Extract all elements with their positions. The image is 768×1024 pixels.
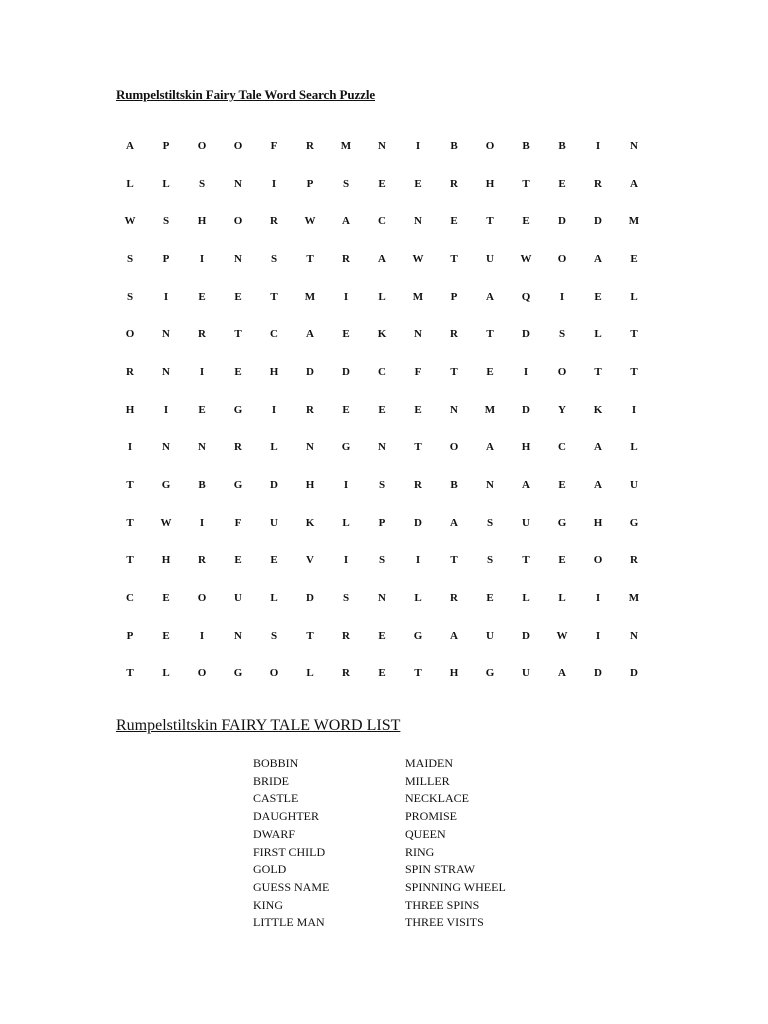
grid-letter: T	[486, 328, 494, 341]
grid-letter: T	[126, 667, 134, 680]
grid-letter: I	[595, 629, 601, 642]
grid-letter: S	[486, 516, 494, 529]
grid-letter: P	[306, 177, 314, 190]
grid-letter: A	[306, 328, 314, 341]
grid-letter: A	[594, 479, 602, 492]
word-list-column-2	[405, 755, 506, 932]
grid-letter: N	[378, 139, 386, 152]
grid-letter: G	[233, 479, 243, 492]
grid-letter: I	[559, 290, 565, 303]
grid-letter: N	[234, 252, 242, 265]
grid-letter: E	[630, 252, 638, 265]
grid-letter: C	[270, 328, 278, 341]
grid-letter: A	[558, 667, 566, 680]
grid-letter: B	[522, 139, 530, 152]
grid-letter: S	[126, 252, 134, 265]
grid-letter: R	[450, 177, 458, 190]
grid-letter: E	[378, 667, 386, 680]
grid-letter: N	[486, 479, 494, 492]
word-list-title: Rumpelstiltskin FAIRY TALE WORD LIST	[116, 717, 401, 734]
grid-letter: O	[197, 139, 207, 152]
grid-letter: R	[342, 629, 350, 642]
word-list-item: MAIDEN	[405, 756, 453, 770]
grid-letter: I	[631, 403, 637, 416]
grid-letter: I	[595, 592, 601, 605]
grid-letter: N	[234, 177, 242, 190]
grid-letter: O	[233, 215, 243, 228]
grid-letter: O	[557, 252, 567, 265]
grid-letter: C	[558, 441, 566, 454]
word-list-item: MILLER	[405, 773, 450, 788]
word-list-item: GOLD	[253, 862, 287, 877]
grid-letter: L	[126, 177, 134, 190]
grid-letter: N	[162, 365, 170, 378]
word-list-item: DAUGHTER	[253, 809, 319, 824]
grid-letter: M	[484, 403, 496, 416]
grid-letter: E	[342, 403, 350, 416]
grid-letter: F	[270, 139, 278, 152]
grid-letter: A	[486, 290, 494, 303]
grid-letter: D	[342, 365, 350, 378]
grid-letter: G	[413, 629, 423, 642]
grid-letter: A	[126, 139, 134, 152]
grid-letter: G	[557, 516, 567, 529]
grid-letter: L	[378, 290, 386, 303]
grid-letter: E	[378, 177, 386, 190]
grid-letter: T	[522, 554, 530, 567]
word-list-item: KING	[253, 897, 283, 912]
grid-letter: P	[378, 516, 386, 529]
grid-letter: W	[304, 215, 316, 228]
grid-letter: E	[558, 177, 566, 190]
grid-letter: S	[486, 554, 494, 567]
grid-letter: E	[198, 403, 206, 416]
grid-letter: A	[630, 177, 638, 190]
grid-letter: B	[450, 139, 458, 152]
grid-letter: P	[162, 139, 170, 152]
grid-letter: L	[342, 516, 350, 529]
grid-letter: E	[342, 328, 350, 341]
grid-letter: U	[630, 479, 638, 492]
grid-letter: N	[630, 139, 638, 152]
grid-letter: H	[485, 177, 495, 190]
grid-letter: I	[415, 139, 421, 152]
grid-letter: C	[378, 365, 386, 378]
grid-letter: W	[124, 215, 136, 228]
grid-letter: A	[522, 479, 530, 492]
grid-letter: C	[378, 215, 386, 228]
grid-letter: B	[198, 479, 206, 492]
grid-letter: T	[630, 328, 638, 341]
grid-letter: P	[162, 252, 170, 265]
grid-letter: I	[199, 629, 205, 642]
grid-letter: H	[521, 441, 531, 454]
grid-letter: O	[449, 441, 459, 454]
grid-letter: I	[343, 554, 349, 567]
grid-letter: E	[486, 592, 494, 605]
grid-letter: M	[628, 592, 640, 605]
grid-letter: E	[486, 365, 494, 378]
grid-letter: A	[450, 516, 458, 529]
word-list-item: DWARF	[253, 826, 296, 841]
grid-letter: L	[270, 592, 278, 605]
grid-letter: O	[593, 554, 603, 567]
grid-letter: O	[485, 139, 495, 152]
grid-letter: I	[343, 479, 349, 492]
grid-letter: N	[630, 629, 638, 642]
grid-letter: E	[378, 403, 386, 416]
grid-letter: R	[630, 554, 638, 567]
word-list-item: SPIN STRAW	[405, 862, 476, 877]
grid-letter: T	[306, 629, 314, 642]
grid-letter: W	[160, 516, 172, 529]
grid-letter: S	[378, 554, 386, 567]
grid-letter: W	[520, 252, 532, 265]
grid-letter: R	[234, 441, 242, 454]
grid-letter: L	[414, 592, 422, 605]
grid-letter: A	[450, 629, 458, 642]
grid-letter: V	[306, 554, 314, 567]
grid-letter: E	[270, 554, 278, 567]
grid-letter: M	[304, 290, 316, 303]
grid-letter: T	[414, 441, 422, 454]
grid-letter: R	[198, 554, 206, 567]
grid-letter: T	[270, 290, 278, 303]
grid-letter: O	[269, 667, 279, 680]
grid-letter: T	[234, 328, 242, 341]
grid-letter: A	[342, 215, 350, 228]
grid-letter: T	[594, 365, 602, 378]
grid-letter: R	[126, 365, 134, 378]
grid-letter: E	[558, 554, 566, 567]
grid-letter: G	[233, 403, 243, 416]
grid-letter: N	[234, 629, 242, 642]
grid-letter: G	[341, 441, 351, 454]
word-list-item: PROMISE	[405, 809, 458, 824]
word-list-item: CASTLE	[253, 791, 299, 806]
grid-letter: L	[630, 441, 638, 454]
grid-letter: H	[269, 365, 279, 378]
grid-letter: H	[197, 215, 207, 228]
grid-letter: M	[412, 290, 424, 303]
grid-letter: U	[522, 516, 530, 529]
grid-letter: G	[233, 667, 243, 680]
grid-letter: S	[270, 252, 278, 265]
grid-letter: L	[630, 290, 638, 303]
grid-letter: A	[594, 441, 602, 454]
grid-letter: W	[412, 252, 424, 265]
grid-letter: E	[162, 592, 170, 605]
grid-letter: I	[127, 441, 133, 454]
grid-letter: N	[414, 328, 422, 341]
grid-letter: T	[306, 252, 314, 265]
word-list-item: GUESS NAME	[253, 879, 330, 894]
grid-letter: N	[450, 403, 458, 416]
grid-letter: R	[306, 139, 314, 152]
grid-letter: S	[378, 479, 386, 492]
grid-letter: I	[523, 365, 529, 378]
grid-letter: E	[234, 365, 242, 378]
grid-letter: E	[558, 479, 566, 492]
grid-letter: H	[305, 479, 315, 492]
grid-letter: I	[199, 516, 205, 529]
grid-letter: I	[199, 252, 205, 265]
grid-letter: T	[486, 215, 494, 228]
grid-letter: I	[343, 290, 349, 303]
grid-letter: E	[522, 215, 530, 228]
grid-letter: B	[450, 479, 458, 492]
grid-letter: E	[450, 215, 458, 228]
grid-letter: L	[594, 328, 602, 341]
grid-letter: E	[378, 629, 386, 642]
word-list-item: LITTLE MAN	[253, 915, 325, 930]
word-list-item: BOBBIN	[253, 756, 299, 770]
grid-letter: I	[595, 139, 601, 152]
grid-letter: S	[198, 177, 206, 190]
grid-letter: N	[162, 441, 170, 454]
puzzle-title: Rumpelstiltskin Fairy Tale Word Search Puzzle	[116, 87, 376, 102]
grid-letter: D	[558, 215, 566, 228]
grid-letter: E	[162, 629, 170, 642]
grid-letter: S	[126, 290, 134, 303]
grid-letter: T	[126, 479, 134, 492]
grid-letter: D	[594, 215, 602, 228]
grid-letter: R	[270, 215, 278, 228]
grid-letter: R	[342, 252, 350, 265]
grid-letter: S	[342, 592, 350, 605]
letter-grid	[112, 127, 652, 692]
grid-letter: G	[161, 479, 171, 492]
grid-letter: T	[522, 177, 530, 190]
grid-letter: D	[306, 592, 314, 605]
grid-letter: I	[271, 177, 277, 190]
grid-letter: I	[163, 290, 169, 303]
grid-letter: R	[306, 403, 314, 416]
grid-letter: A	[486, 441, 494, 454]
grid-letter: O	[125, 328, 135, 341]
grid-letter: T	[450, 252, 458, 265]
grid-letter: R	[594, 177, 602, 190]
grid-letter: E	[234, 290, 242, 303]
grid-letter: S	[342, 177, 350, 190]
grid-letter: D	[306, 365, 314, 378]
grid-letter: E	[594, 290, 602, 303]
grid-letter: I	[199, 365, 205, 378]
grid-letter: D	[630, 667, 638, 680]
grid-letter: H	[449, 667, 459, 680]
grid-letter: Q	[521, 290, 531, 303]
grid-letter: D	[594, 667, 602, 680]
word-list-item: QUEEN	[405, 826, 446, 841]
grid-letter: R	[198, 328, 206, 341]
grid-letter: U	[486, 629, 494, 642]
grid-letter: N	[306, 441, 314, 454]
grid-letter: I	[415, 554, 421, 567]
grid-letter: R	[450, 328, 458, 341]
grid-letter: K	[305, 516, 315, 529]
word-list-item: BRIDE	[253, 773, 289, 788]
grid-letter: N	[378, 592, 386, 605]
grid-letter: L	[270, 441, 278, 454]
grid-letter: R	[342, 667, 350, 680]
grid-letter: D	[414, 516, 422, 529]
grid-letter: F	[414, 365, 422, 378]
grid-letter: S	[162, 215, 170, 228]
grid-letter: T	[414, 667, 422, 680]
grid-letter: U	[522, 667, 530, 680]
grid-letter: U	[486, 252, 494, 265]
grid-letter: N	[414, 215, 422, 228]
grid-letter: T	[630, 365, 638, 378]
word-list-item: RING	[405, 844, 435, 859]
word-list-item: FIRST CHILD	[253, 844, 326, 859]
word-list-column-1	[253, 755, 329, 932]
grid-letter: A	[378, 252, 386, 265]
grid-letter: S	[270, 629, 278, 642]
grid-letter: U	[234, 592, 242, 605]
grid-letter: E	[414, 177, 422, 190]
grid-letter: L	[162, 667, 170, 680]
grid-letter: O	[233, 139, 243, 152]
grid-letter: T	[450, 554, 458, 567]
grid-letter: B	[558, 139, 566, 152]
grid-letter: H	[125, 403, 135, 416]
grid-letter: S	[558, 328, 566, 341]
grid-letter: O	[197, 592, 207, 605]
grid-letter: M	[340, 139, 352, 152]
grid-letter: L	[522, 592, 530, 605]
grid-letter: G	[485, 667, 495, 680]
grid-letter: N	[162, 328, 170, 341]
grid-letter: C	[126, 592, 134, 605]
grid-letter: R	[414, 479, 422, 492]
grid-letter: N	[198, 441, 206, 454]
grid-letter: K	[377, 328, 387, 341]
grid-letter: P	[450, 290, 458, 303]
grid-letter: O	[557, 365, 567, 378]
grid-letter: I	[271, 403, 277, 416]
grid-letter: T	[450, 365, 458, 378]
grid-letter: H	[593, 516, 603, 529]
grid-letter: L	[558, 592, 566, 605]
word-list-item: THREE VISITS	[405, 915, 484, 930]
grid-letter: A	[594, 252, 602, 265]
grid-letter: E	[198, 290, 206, 303]
grid-letter: N	[378, 441, 386, 454]
grid-letter: R	[450, 592, 458, 605]
grid-letter: G	[629, 516, 639, 529]
grid-letter: D	[522, 629, 530, 642]
word-list-item: SPINNING WHEEL	[405, 879, 506, 894]
grid-letter: H	[161, 554, 171, 567]
grid-letter: L	[306, 667, 314, 680]
grid-letter: L	[162, 177, 170, 190]
grid-letter: U	[270, 516, 278, 529]
grid-letter: T	[126, 554, 134, 567]
grid-letter: I	[163, 403, 169, 416]
grid-letter: E	[414, 403, 422, 416]
word-list-item: NECKLACE	[405, 791, 469, 806]
word-list-item: THREE SPINS	[405, 897, 480, 912]
grid-letter: F	[234, 516, 242, 529]
grid-letter: M	[628, 215, 640, 228]
grid-letter: P	[126, 629, 134, 642]
grid-letter: D	[522, 328, 530, 341]
grid-letter: T	[126, 516, 134, 529]
grid-letter: D	[522, 403, 530, 416]
grid-letter: D	[270, 479, 278, 492]
grid-letter: W	[556, 629, 568, 642]
grid-letter: Y	[558, 403, 566, 416]
grid-letter: E	[234, 554, 242, 567]
grid-letter: K	[593, 403, 603, 416]
grid-letter: O	[197, 667, 207, 680]
